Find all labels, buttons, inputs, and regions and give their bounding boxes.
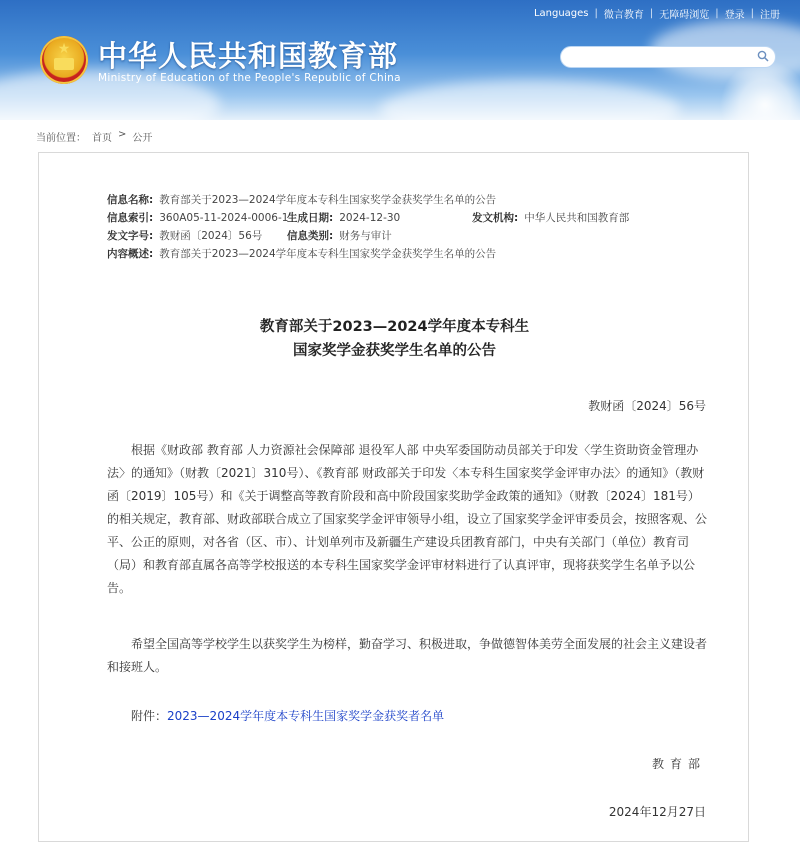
meta-index-label: 信息索引: (107, 212, 154, 224)
national-emblem-icon[interactable]: ★ (40, 36, 88, 84)
meta-org-label: 发文机构: (472, 212, 519, 224)
attachment-link[interactable]: 2023—2024学年度本专科生国家奖学金获奖者名单 (167, 709, 445, 723)
search-input[interactable] (560, 46, 776, 68)
separator: | (649, 8, 654, 19)
site-header (0, 0, 800, 120)
body-paragraph-1: 根据《财政部 教育部 人力资源社会保障部 退役军人部 中央军委国防动员部关于印发〈学生资助资金管理办法〉的通知》（财教〔2021〕310号）、《教育部 财政部关于印发〈本专科生国家奖学金评审办法〉的通知》（教财函〔2019〕105号）和《关于调整高等教育阶段和高中阶段国家奖助学金政策的通知》（财教〔2024〕181号）的相关规定，教育部、财政部联合成立了国家奖学金评审领导小组，设立了国家奖学金评审委员会，按照客观、公平、公正的原则，对各省（区、市）、计划单列市及新疆生产建设兵团教育部门，中央有关部门（单位）教育司（局）和教育部直属各高等学校报送的本专科生国家奖学金评审材料进行了认真评审，现将获奖学生名单予以公告。 (107, 443, 708, 595)
site-title[interactable]: 中华人民共和国教育部 (98, 39, 399, 73)
weiyan-link[interactable]: 微言教育 (603, 10, 644, 21)
body-paragraph-2: 希望全国高等学校学生以获奖学生为榜样，勤奋学习、积极进取，争做德智体美劳全面发展的社会主义建设者和接班人。 (107, 637, 708, 674)
breadcrumb-home[interactable]: 首页 (92, 133, 112, 144)
attachment (131, 707, 444, 724)
meta-name-label: 信息名称: (107, 194, 154, 206)
meta-category-label: 信息类别: (287, 230, 334, 242)
site-title-en: Ministry of Education of the People's Republic of China (98, 72, 401, 84)
meta-org-value: 中华人民共和国教育部 (524, 212, 630, 224)
languages-link[interactable]: Languages (533, 8, 589, 19)
meta-summary-label: 内容概述: (107, 248, 154, 260)
register-link[interactable]: 注册 (760, 10, 780, 21)
meta-date-label: 生成日期: (287, 212, 334, 224)
meta-category-value: 财务与审计 (339, 230, 392, 242)
accessibility-link[interactable]: 无障碍浏览 (659, 10, 710, 21)
top-links (534, 6, 780, 21)
search-icon[interactable] (757, 50, 769, 62)
meta-docnum-value: 教财函〔2024〕56号 (159, 230, 263, 242)
meta-index-value: 360A05-11-2024-0006-1 (159, 212, 289, 224)
signature: 教育部 (651, 757, 706, 771)
separator: | (594, 8, 598, 19)
doc-number: 教财函〔2024〕56号 (588, 399, 706, 413)
content-panel (38, 152, 749, 842)
doc-date: 2024年12月27日 (608, 805, 706, 819)
meta-docnum-label: 发文字号: (107, 230, 154, 242)
meta-date-value: 2024-12-30 (339, 212, 401, 224)
cloud-decoration (380, 80, 680, 120)
separator: | (715, 8, 719, 19)
login-link[interactable]: 登录 (724, 10, 745, 21)
info-meta (107, 191, 727, 263)
meta-name-value: 教育部关于2023—2024学年度本专科生国家奖学金获奖学生名单的公告 (159, 194, 497, 206)
separator: | (750, 8, 754, 19)
chevron-right-icon: > (118, 129, 127, 140)
meta-summary-value: 教育部关于2023—2024学年度本专科生国家奖学金获奖学生名单的公告 (159, 248, 497, 260)
breadcrumb-prefix: 当前位置： (36, 133, 86, 144)
breadcrumb-current[interactable]: 公开 (132, 133, 153, 144)
doc-title-line1: 教育部关于2023—2024学年度本专科生 (259, 319, 530, 335)
breadcrumb (36, 129, 152, 144)
attachment-label: 附件： (131, 709, 168, 723)
doc-title-line2: 国家奖学金获奖学生名单的公告 (293, 343, 496, 359)
